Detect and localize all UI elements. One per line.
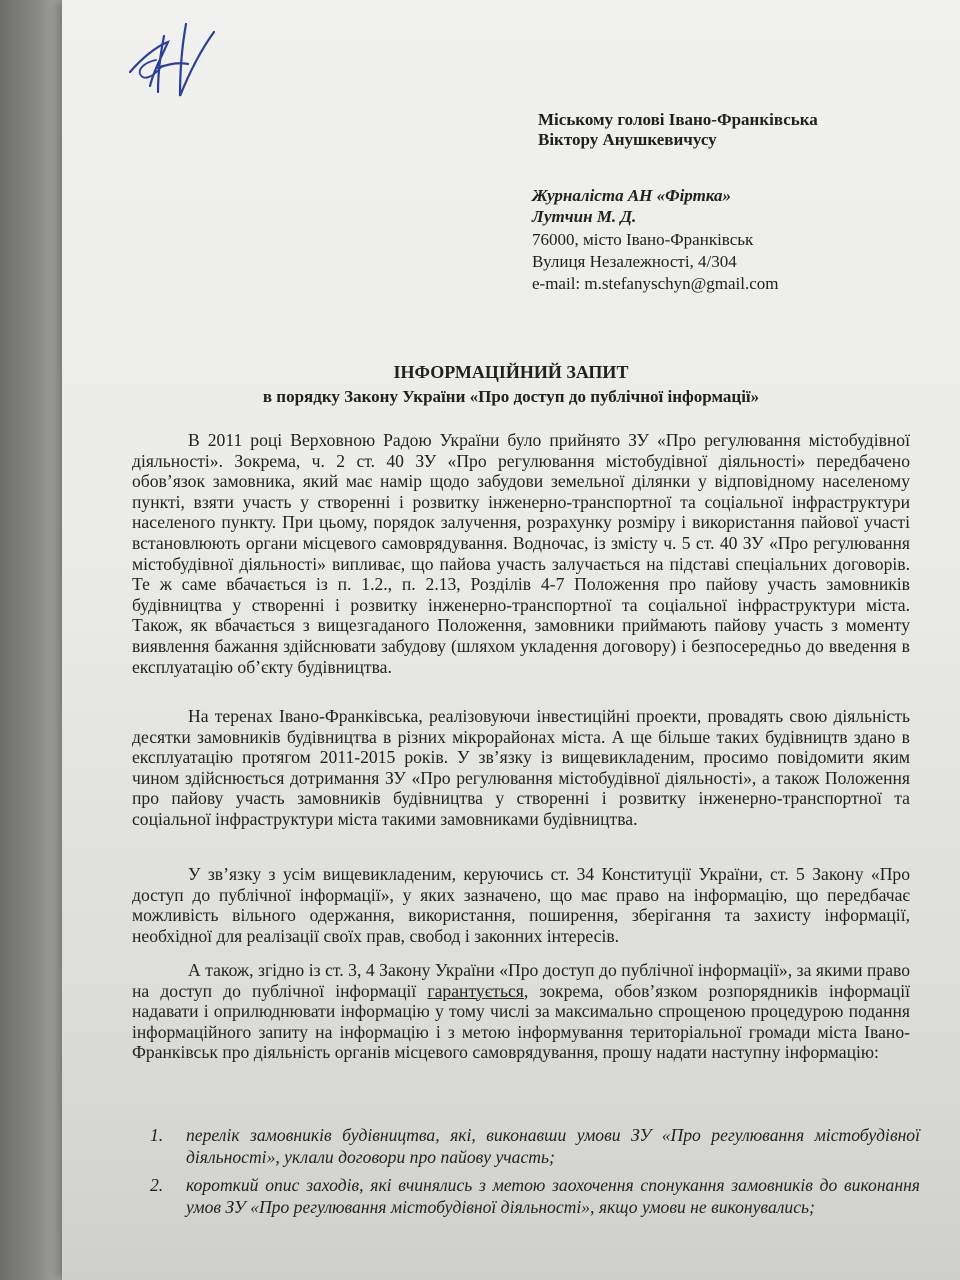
list-item-text: короткий опис заходів, які вчинялись з метою заохочення спонукання замовників до виконання умов ЗУ «Про регулювання містобудівної діяльності», якщо умови не виконувались; (186, 1175, 920, 1217)
recipient-line-2: Віктору Анушкевичусу (538, 130, 717, 149)
handwritten-signature (102, 6, 232, 116)
list-item-number: 1. (150, 1125, 164, 1145)
document-page (62, 0, 960, 1280)
list-item-text: перелік замовників будівництва, які, виконавши умови ЗУ «Про регулювання містобудівної діяльності», уклали договори про пайову участь; (186, 1125, 920, 1167)
document-title: ІНФОРМАЦІЙНИЙ ЗАПИТ (393, 362, 629, 382)
request-list (150, 1124, 920, 1224)
sender-line-1: Журналіста АН «Фіртка» (532, 186, 732, 205)
body-paragraph-4: А також, згідно із ст. 3, 4 Закону України «Про доступ до публічної інформації», за якими право на доступ до публічної інформації гарантується, зокрема, обов’язком розпорядників інформації надавати і оприлюднювати інформацію у тому числі за максимально спрощеною процедурою подання інформаційного запиту на інформацію і з метою інформування територіальної громади міста Івано-Франківськ про діяльність органів місцевого самоврядування, прошу надати наступну інформацію: (132, 960, 910, 1063)
underlined-word: гарантується (427, 980, 524, 1001)
body-paragraph-3: У зв’язку з усім вищевикладеним, керуючись ст. 34 Конституції України, ст. 5 Закону «Про доступ до публічної інформації», у яких зазначено, що має право на інформацію, що передбачає можливість вільного одержання, використання, поширення, зберігання та захисту інформації, необхідної для реалізації своїх прав, свобод і законних інтересів. (132, 864, 910, 946)
body-paragraph-1: В 2011 році Верховною Радою України було прийнято ЗУ «Про регулювання містобудівної діяльності». Зокрема, ч. 2 ст. 40 ЗУ «Про регулювання містобудівної діяльності» передбачено обов’язок замовника, який має намір щодо забудови земельної ділянки у відповідному населеному пункті, взяти участь у створенні і розвитку інженерно-транспортної та соціальної інфраструктури населеного пункту. При цьому, порядок залучення, розрахунку розміру і використання пайової участі встановлюють органи місцевого самоврядування. Водночас, із змісту ч. 5 ст. 40 ЗУ «Про регулювання містобудівної діяльності» випливає, що пайова участь залучається на підставі спеціальних договорів. Те ж саме вбачається із п. 1.2., п. 2.13, Розділів 4-7 Положення про пайову участь замовників будівництва у створенні і розвитку інженерно-транспортної та соціальної інфраструктури міста. Також, як вбачається з вищезгаданого Положення, замовники приймають пайову участь з моменту виявлення бажання здійснювати забудову (шляхом укладення договору) і безпосередньо до введення в експлуатацію об’єкту будівництва. (132, 430, 910, 677)
body-paragraph-2: На теренах Івано-Франківська, реалізовуючи інвестиційні проекти, провадять свою діяльність десятки замовників будівництва в різних мікрорайонах міста. А ще більше таких будівництв здано в експлуатацію протягом 2011-2015 років. У зв’язку із вищевикладеним, просимо повідомити яким чином здійснюється дотримання ЗУ «Про регулювання містобудівної діяльності», а також Положення про пайову участь замовників будівництва у створенні і розвитку інженерно-транспортної та соціальної інфраструктури міста такими замовниками будівництва. (132, 706, 910, 829)
recipient-line-1: Міському голові Івано-Франківська (538, 110, 818, 129)
list-item (150, 1124, 920, 1168)
list-item (150, 1174, 920, 1218)
sender-name: Лутчин М. Д. (532, 207, 637, 226)
sender-email: e-mail: m.stefanyschyn@gmail.com (532, 274, 779, 293)
document-subtitle: в порядку Закону України «Про доступ до публічної інформації» (262, 387, 760, 406)
sender-street: Вулиця Незалежності, 4/304 (532, 252, 737, 271)
sender-postal: 76000, місто Івано-Франківськ (532, 230, 754, 249)
list-item-number: 2. (150, 1175, 164, 1195)
